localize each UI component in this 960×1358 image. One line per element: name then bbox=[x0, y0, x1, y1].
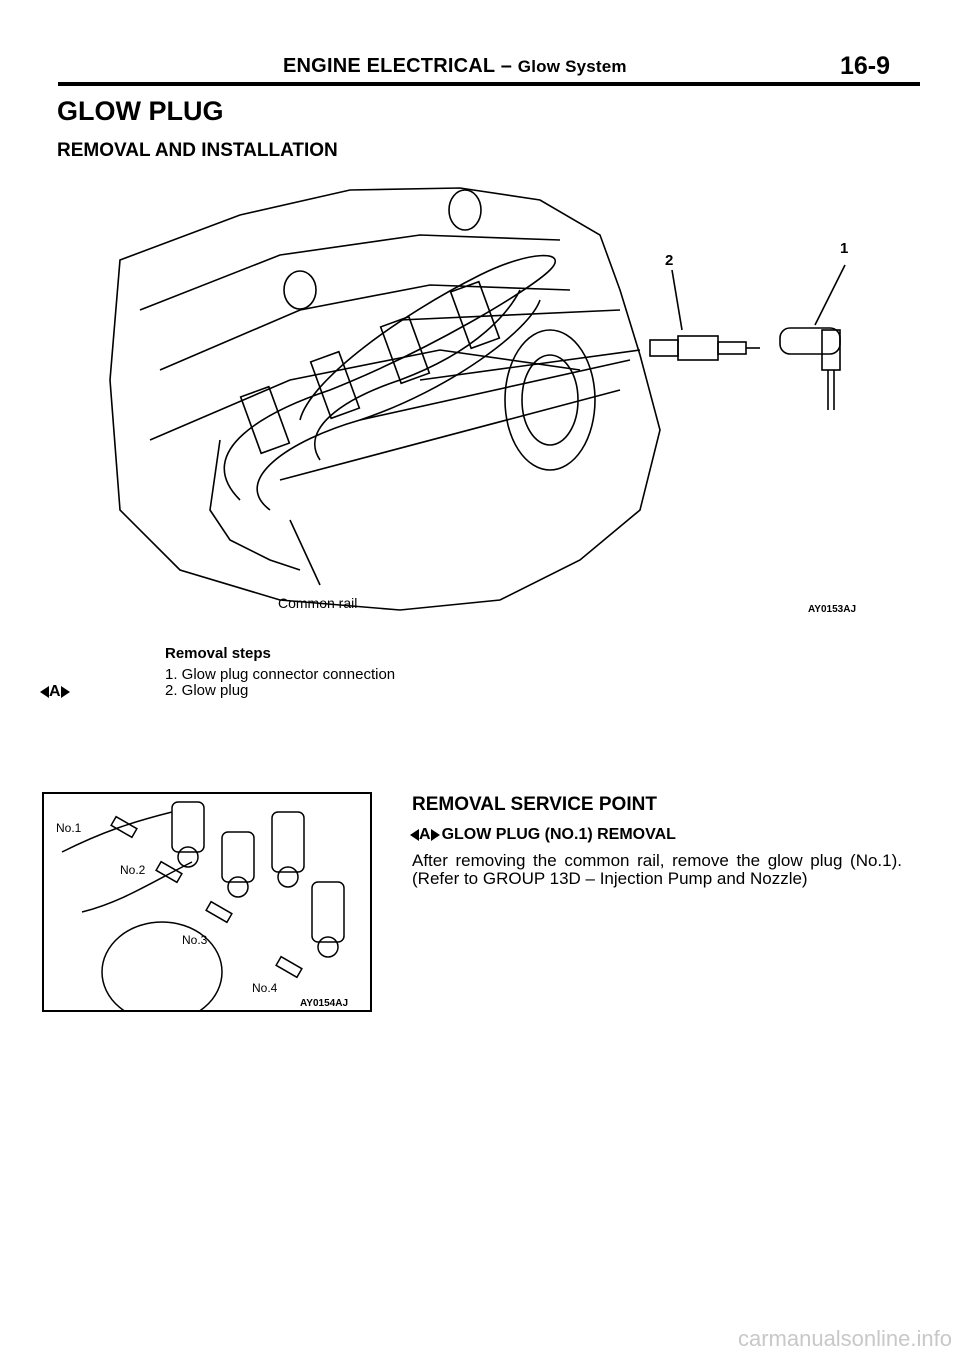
watermark: carmanualsonline.info bbox=[737, 1326, 952, 1351]
glow-plug-part bbox=[650, 336, 760, 360]
service-point-subtitle bbox=[410, 826, 676, 844]
glow-plug-group bbox=[111, 817, 302, 978]
header-subsection: Glow System bbox=[517, 57, 627, 76]
cylinder-label: No.4 bbox=[252, 981, 278, 995]
service-point-body: After removing the common rail, remove the glow plug (No.1). (Refer to GROUP 13D – Injection Pump and Nozzle) bbox=[412, 851, 902, 888]
leader-line bbox=[400, 310, 620, 320]
cylinder-label: No.3 bbox=[182, 933, 208, 947]
engine-glow-plug-figure bbox=[100, 180, 880, 625]
removal-step: 1. Glow plug connector connection bbox=[165, 666, 396, 683]
common-rail-leader bbox=[290, 520, 320, 585]
callout-2-leader bbox=[672, 270, 682, 330]
service-point-subtitle-text: GLOW PLUG (NO.1) REMOVAL bbox=[441, 826, 676, 843]
common-rail bbox=[210, 440, 300, 570]
removal-step: 2. Glow plug bbox=[165, 682, 249, 699]
page-number: 16-9 bbox=[840, 52, 891, 80]
pulley-hub bbox=[522, 355, 578, 445]
callout-1: 1 bbox=[840, 240, 849, 257]
injector bbox=[311, 352, 360, 419]
injector bbox=[381, 317, 430, 384]
removal-steps-title: Removal steps bbox=[165, 645, 271, 662]
header-rule bbox=[58, 82, 920, 86]
header-section: ENGINE ELECTRICAL bbox=[283, 55, 495, 77]
callout-2: 2 bbox=[665, 252, 674, 269]
callout-1-leader bbox=[815, 265, 845, 325]
leader-line bbox=[280, 390, 620, 480]
cylinder-label: No.2 bbox=[120, 863, 146, 877]
header-separator: – bbox=[500, 55, 513, 77]
figure-frame bbox=[43, 793, 371, 1011]
cylinder-label: No.1 bbox=[56, 821, 82, 835]
engine-edge bbox=[150, 350, 580, 440]
figure-code: AY0153AJ bbox=[808, 604, 857, 615]
service-marker bbox=[410, 826, 440, 844]
service-marker-letter: A bbox=[419, 826, 431, 843]
service-marker bbox=[40, 683, 70, 701]
right-triangle-icon bbox=[61, 686, 70, 698]
glow-plug-numbering-figure bbox=[42, 792, 372, 1012]
right-triangle-icon bbox=[431, 829, 440, 841]
page-header bbox=[283, 55, 627, 78]
left-triangle-icon bbox=[40, 686, 49, 698]
page-subtitle: REMOVAL AND INSTALLATION bbox=[57, 140, 338, 161]
engine-boss bbox=[449, 190, 481, 230]
injector bbox=[451, 282, 500, 349]
engine-boss bbox=[284, 271, 316, 309]
engine-edge bbox=[140, 235, 560, 310]
left-triangle-icon bbox=[410, 829, 419, 841]
engine-edge bbox=[160, 285, 570, 370]
injector bbox=[241, 387, 290, 454]
common-rail-label: Common rail bbox=[278, 595, 358, 611]
service-marker-letter: A bbox=[49, 683, 61, 700]
figure-code: AY0154AJ bbox=[300, 998, 349, 1009]
page-title: GLOW PLUG bbox=[57, 96, 224, 126]
glow-plug-connector-part bbox=[780, 328, 840, 410]
service-point-title: REMOVAL SERVICE POINT bbox=[412, 794, 657, 815]
